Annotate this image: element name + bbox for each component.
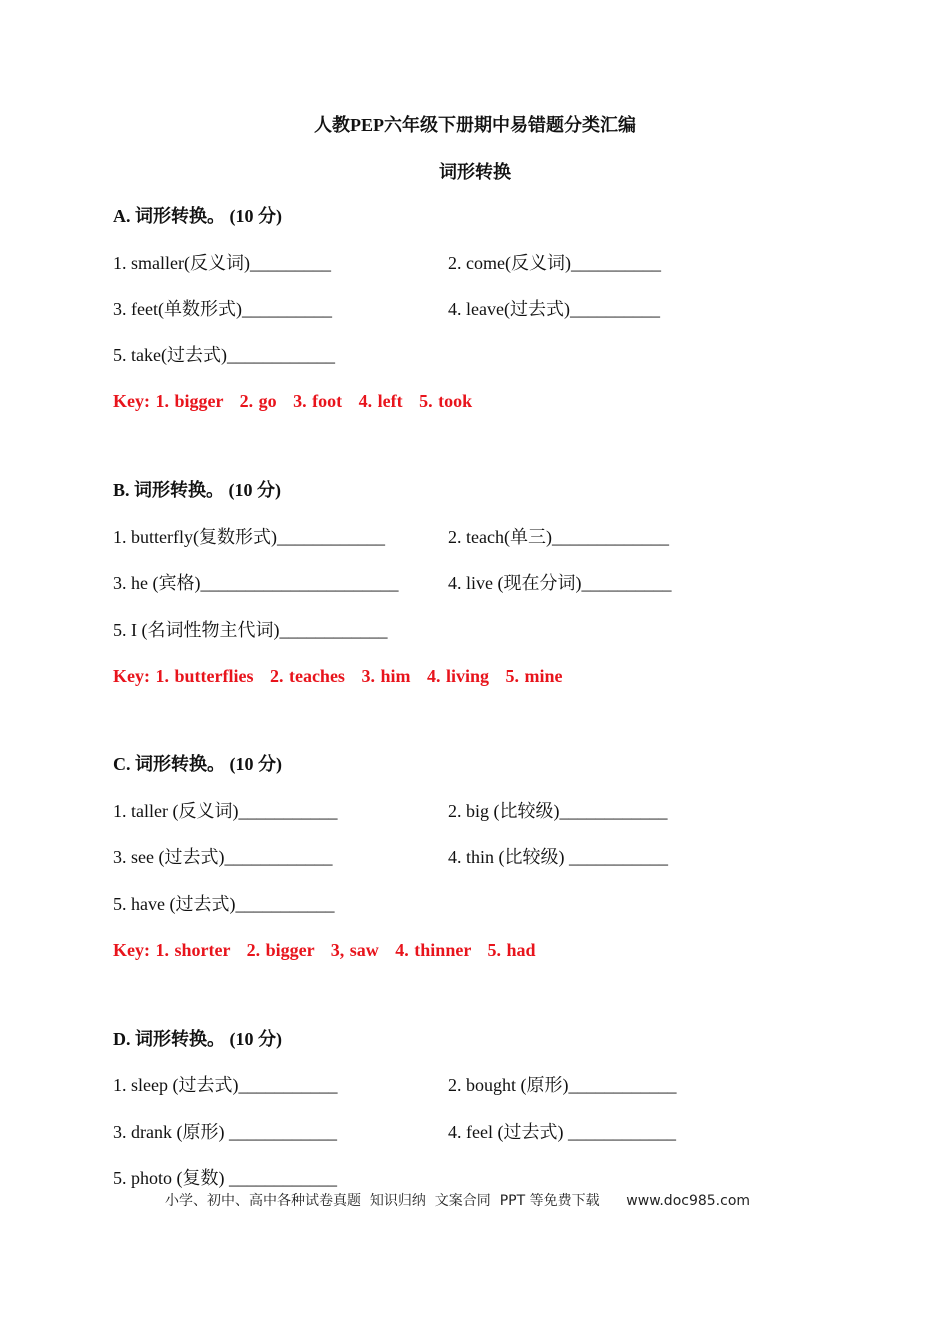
question-item: 1. sleep (过去式)___________: [113, 1075, 338, 1095]
document-title: 人教PEP六年级下册期中易错题分类汇编: [314, 115, 636, 135]
question-item: 4. leave(过去式)__________: [448, 299, 660, 319]
section-c-heading: C. 词形转换。 (10 分): [113, 754, 282, 774]
page-footer: 小学、初中、高中各种试卷真题 知识归纳 文案合同 PPT 等免费下载 www.doc985.com: [165, 1193, 751, 1209]
question-item: 5. have (过去式)___________: [113, 894, 335, 914]
document-subtitle: 词形转换: [439, 162, 511, 182]
question-item: 5. photo (复数) ____________: [113, 1168, 337, 1188]
question-item: 2. teach(单三)_____________: [448, 527, 669, 547]
section-d-heading: D. 词形转换。 (10 分): [113, 1029, 282, 1049]
question-item: 5. I (名词性物主代词)____________: [113, 620, 388, 640]
question-item: 3. feet(单数形式)__________: [113, 299, 332, 319]
question-item: 3. see (过去式)____________: [113, 847, 333, 867]
question-item: 1. smaller(反义词)_________: [113, 253, 331, 273]
question-item: 5. take(过去式)____________: [113, 345, 335, 365]
question-item: 3. he (宾格)______________________: [113, 573, 399, 593]
section-b-heading: B. 词形转换。 (10 分): [113, 480, 281, 500]
question-item: 1. butterfly(复数形式)____________: [113, 527, 385, 547]
question-item: 2. come(反义词)__________: [448, 253, 661, 273]
answer-key: Key: 1. butterflies 2. teaches 3. him 4. living 5. mine: [113, 666, 563, 686]
section-a-heading: A. 词形转换。 (10 分): [113, 206, 282, 226]
answer-key: Key: 1. bigger 2. go 3. foot 4. left 5. took: [113, 391, 473, 411]
answer-key: Key: 1. shorter 2. bigger 3, saw 4. thinner 5. had: [113, 940, 536, 960]
question-item: 1. taller (反义词)___________: [113, 801, 338, 821]
question-item: 3. drank (原形) ____________: [113, 1122, 337, 1142]
question-item: 4. live (现在分词)__________: [448, 573, 672, 593]
question-item: 4. thin (比较级) ___________: [448, 847, 668, 867]
question-item: 4. feel (过去式) ____________: [448, 1122, 676, 1142]
question-item: 2. bought (原形)____________: [448, 1075, 677, 1095]
question-item: 2. big (比较级)____________: [448, 801, 668, 821]
